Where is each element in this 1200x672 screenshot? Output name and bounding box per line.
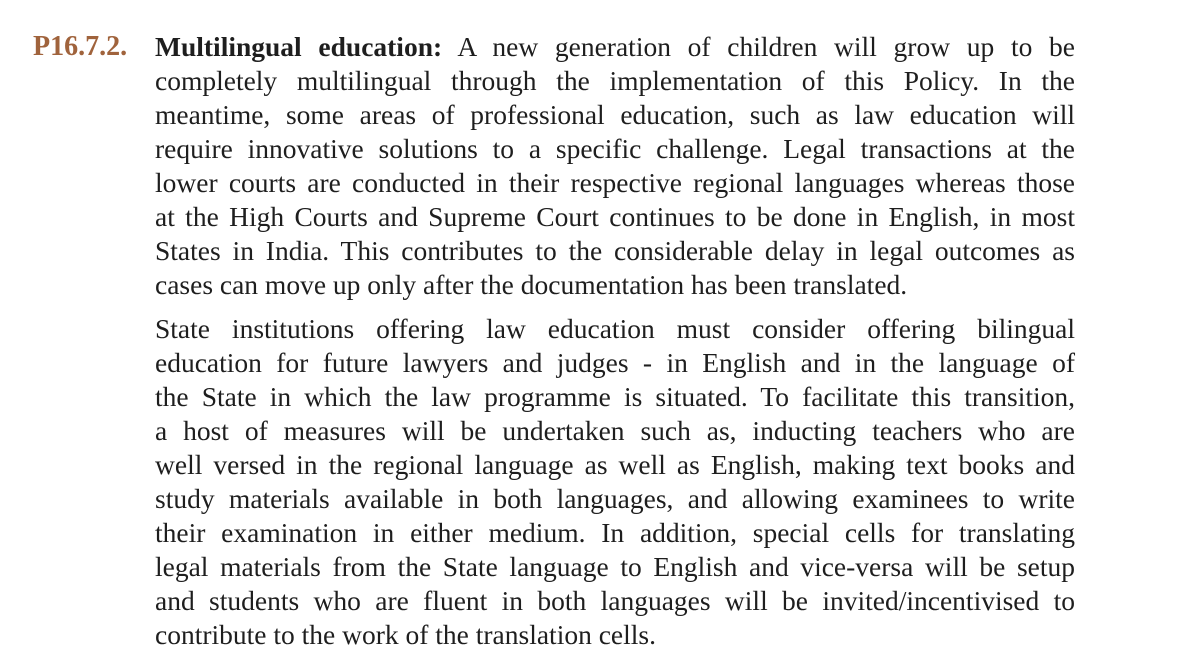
paragraph-line: well versed in the regional language as well as English, making text books and (155, 449, 1075, 480)
section-number: P16.7.2. (33, 31, 128, 62)
paragraph-line: State institutions offering law education must consider offering bilingual (155, 313, 1075, 344)
paragraph-line-text: A new generation of children will grow up to be (457, 31, 1075, 62)
section-body (155, 30, 1075, 652)
paragraph-line: and students who are fluent in both languages will be invited/incentivised to (155, 585, 1075, 616)
paragraph-line: cases can move up only after the documentation has been translated. (155, 269, 908, 300)
paragraph-line: legal materials from the State language to English and vice-versa will be setup (155, 551, 1075, 582)
paragraph-line: education for future lawyers and judges - in English and in the language of (155, 347, 1075, 378)
paragraph-line: contribute to the work of the translation cells. (155, 619, 656, 650)
paragraph-line: the State in which the law programme is situated. To facilitate this transition, (155, 381, 1075, 412)
paragraph-line: meantime, some areas of professional education, such as law education will (155, 99, 1075, 130)
paragraph-spacer (155, 302, 1075, 312)
paragraph-line: lower courts are conducted in their respective regional languages whereas those (155, 167, 1075, 198)
paragraph-line: at the High Courts and Supreme Court continues to be done in English, in most (155, 201, 1075, 232)
paragraph-line: study materials available in both languages, and allowing examinees to write (155, 483, 1075, 514)
paragraph-line: a host of measures will be undertaken such as, inducting teachers who are (155, 415, 1075, 446)
paragraph-line: require innovative solutions to a specific challenge. Legal transactions at the (155, 133, 1075, 164)
paragraph-line (155, 30, 1075, 64)
paragraph-line: their examination in either medium. In addition, special cells for translating (155, 517, 1075, 548)
paragraph-line: States in India. This contributes to the considerable delay in legal outcomes as (155, 235, 1075, 266)
paragraph-line: completely multilingual through the implementation of this Policy. In the (155, 65, 1075, 96)
paragraph-1 (155, 30, 1075, 302)
paragraph-2 (155, 312, 1075, 652)
section-heading: Multilingual education: (155, 31, 443, 62)
